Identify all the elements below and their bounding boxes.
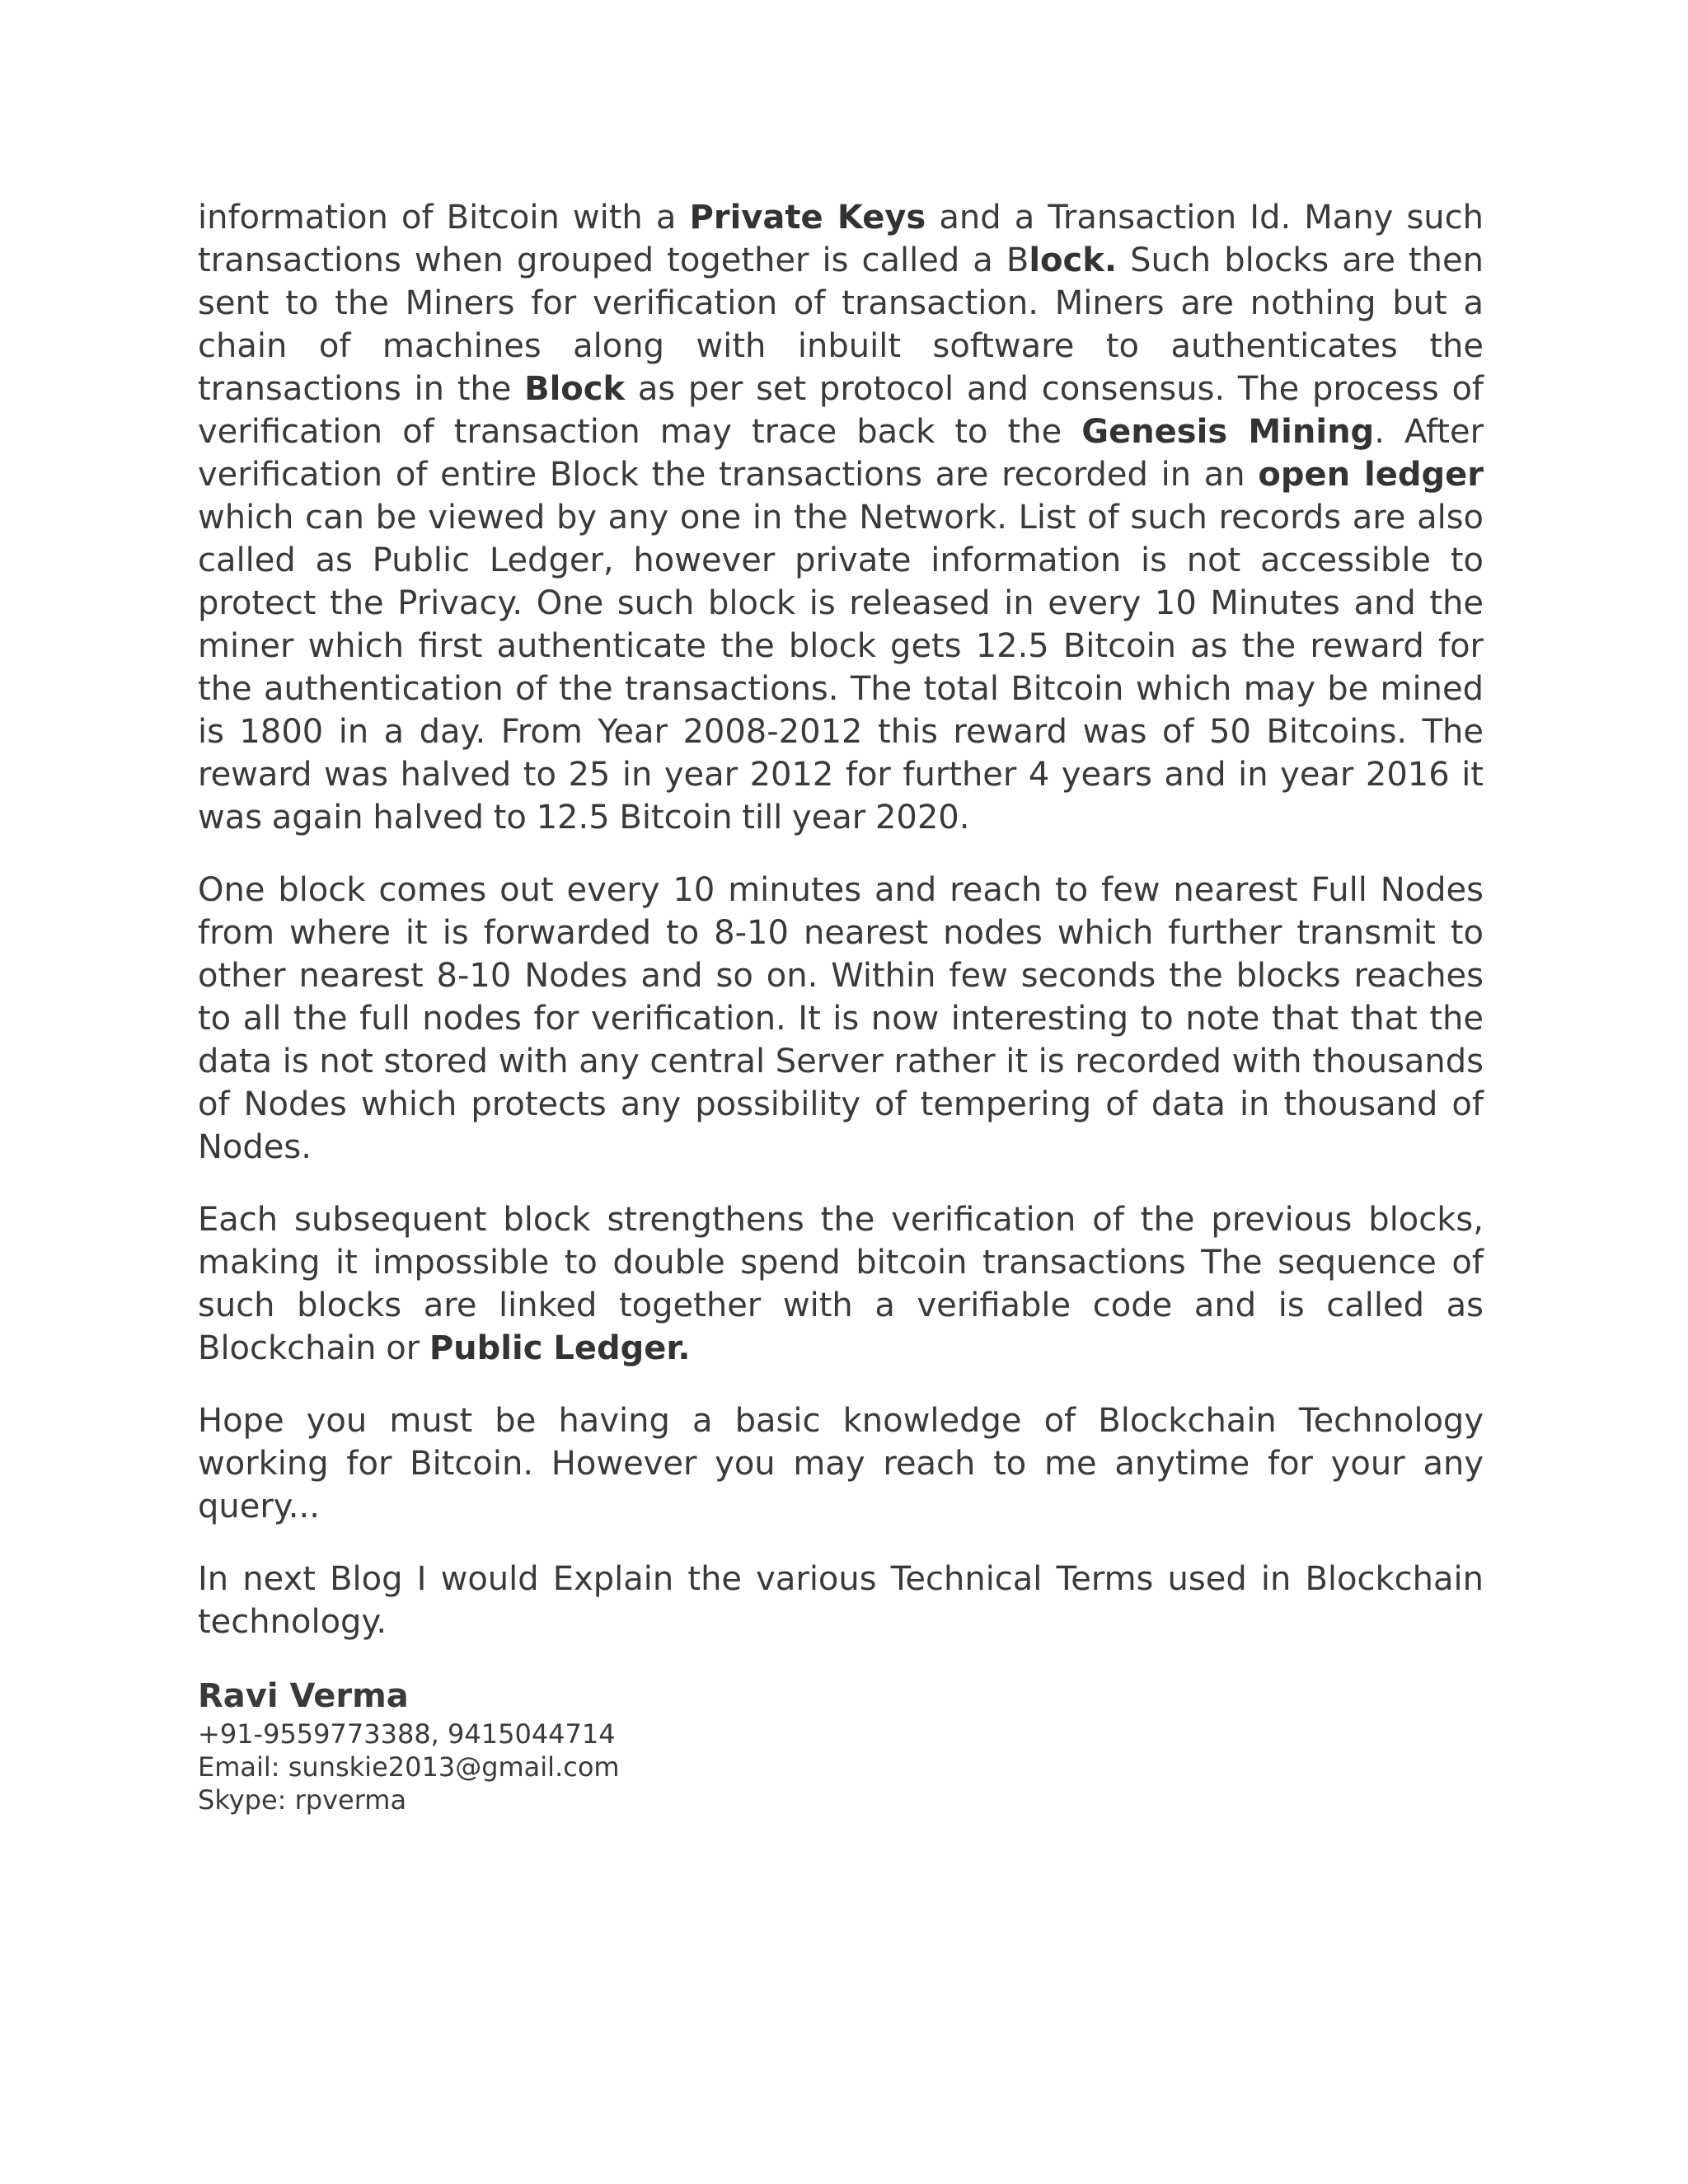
document-page [198,196,1484,1816]
author-skype: Skype: rpverma [198,1784,407,1816]
paragraph-1 [198,196,1484,839]
text-run: Hope you must be having a basic knowledge of Blockchain Technology working for Bitcoin. However you may reach to me anytime for your any query... [198,1402,1484,1526]
text-run: and a Transaction Id. Many such transactions when grouped together is called a B [198,199,1484,279]
text-run: In next Blog I would Explain the various Technical Terms used in Blockchain technology. [198,1560,1484,1641]
bold-term: Public Ledger. [429,1329,691,1367]
bold-term: open ledger [1258,456,1484,494]
text-run: as per set protocol and consensus. The process of verification of transaction may trace back to the [198,370,1484,451]
bold-term: Genesis Mining [1081,413,1375,451]
article-body [198,196,1484,1643]
text-run: One block comes out every 10 minutes and reach to few nearest Full Nodes from where it is forwarded to 8-10 nearest nodes which further transmit to other nearest 8-10 Nodes and so on. Within few seconds the blocks reaches to all the full nodes for verification. It is now interesting to note that that the data is not stored with any central Server rather it is recorded with thousands of Nodes which protects any possibility of tempering of data in thousand of Nodes. [198,871,1484,1166]
paragraph-2 [198,869,1484,1169]
text-run: Such blocks are then sent to the Miners for verification of transaction. Miners are nothing but a chain of machines along with inbuilt software to authenticates the transactions in the [198,241,1484,408]
signature-block [198,1675,1484,1816]
text-run: which can be viewed by any one in the Network. List of such records are also called as Public Ledger, however private information is not accessible to protect the Privacy. One such block is released in every 10 Minutes and the miner which first authenticate the block gets 12.5 Bitcoin as the reward for the authentication of the transactions. The total Bitcoin which may be mined is 1800 in a day. From Year 2008-2012 this reward was of 50 Bitcoins. The reward was halved to 25 in year 2012 for further 4 years and in year 2016 it was again halved to 12.5 Bitcoin till year 2020. [198,499,1484,837]
text-run: Each subsequent block strengthens the verification of the previous blocks, making it impossible to double spend bitcoin transactions The sequence of such blocks are linked together with a verifiable code and is called as Blockchain or [198,1201,1484,1367]
bold-term: Private Keys [689,199,926,237]
author-phone: +91-9559773388, 9415044714 [198,1718,616,1750]
paragraph-5 [198,1558,1484,1643]
paragraph-3 [198,1198,1484,1370]
author-name: Ravi Verma [198,1677,409,1715]
bold-term: lock. [1029,241,1118,279]
bold-term: Block [524,370,626,408]
author-email: Email: sunskie2013@gmail.com [198,1751,620,1783]
paragraph-4 [198,1399,1484,1528]
text-run: information of Bitcoin with a [198,199,690,237]
text-run: . After verification of entire Block the transactions are recorded in an [198,413,1484,494]
